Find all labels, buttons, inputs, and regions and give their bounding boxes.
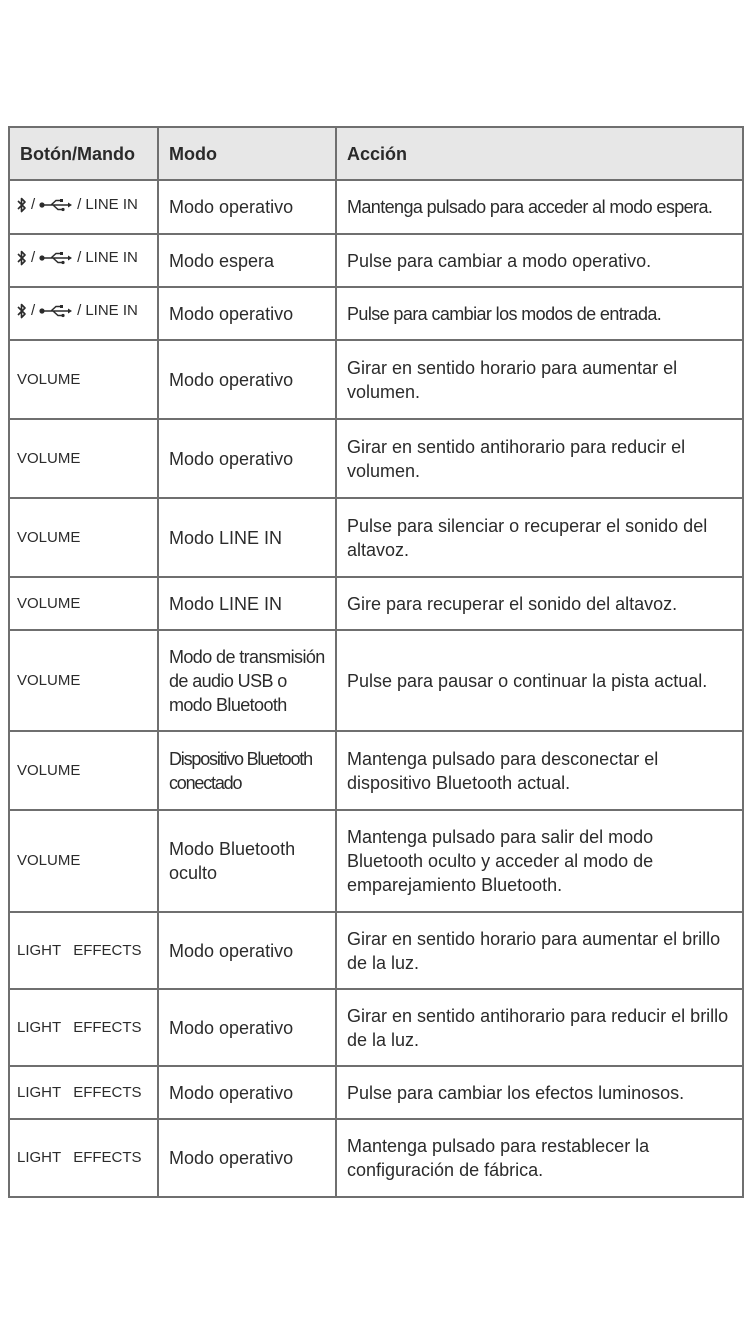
table-row <box>9 810 743 912</box>
controls-table <box>8 126 744 1198</box>
mode-cell: Modo operativo <box>158 912 336 989</box>
mode-cell: Modo operativo <box>158 989 336 1066</box>
mode-cell: Modo operativo <box>158 419 336 498</box>
control-label-light: LIGHT <box>17 941 62 959</box>
controls-table-container <box>8 126 742 1198</box>
mode-cell: Modo operativo <box>158 287 336 340</box>
control-label-light: LIGHT <box>17 1083 62 1101</box>
table-row <box>9 731 743 810</box>
separator: / <box>77 249 82 266</box>
header-action: Acción <box>336 127 743 180</box>
action-cell: Pulse para cambiar los efectos luminosos. <box>336 1066 743 1119</box>
mode-cell: Modo LINE IN <box>158 498 336 577</box>
control-cell: VOLUME <box>9 419 158 498</box>
control-label-effects: EFFECTS <box>73 1149 142 1166</box>
mode-cell: Modo operativo <box>158 340 336 419</box>
control-label: LINE IN <box>85 302 138 319</box>
action-cell: Girar en sentido antihorario para reducir el brillo de la luz. <box>336 989 743 1066</box>
mode-cell: Modo operativo <box>158 1119 336 1197</box>
bluetooth-icon <box>17 302 27 320</box>
control-label: LINE IN <box>85 195 138 213</box>
action-cell: Pulse para cambiar a modo operativo. <box>336 234 743 287</box>
action-cell: Girar en sentido antihorario para reducir el volumen. <box>336 419 743 498</box>
control-cell: VOLUME <box>9 498 158 577</box>
table-row <box>9 419 743 498</box>
action-cell: Girar en sentido horario para aumentar el volumen. <box>336 340 743 419</box>
control-label-light: LIGHT <box>17 1018 62 1036</box>
table-row <box>9 577 743 630</box>
mode-cell: Modo LINE IN <box>158 577 336 630</box>
header-control: Botón/Mando <box>9 127 158 180</box>
mode-cell: Modo Bluetooth oculto <box>158 810 336 912</box>
action-cell: Mantenga pulsado para desconectar el dispositivo Bluetooth actual. <box>336 731 743 810</box>
usb-icon <box>39 251 73 265</box>
table-row <box>9 234 743 287</box>
bluetooth-icon <box>17 249 27 267</box>
separator: / <box>77 195 82 213</box>
control-cell: VOLUME <box>9 577 158 630</box>
separator: / <box>31 249 36 266</box>
control-cell <box>9 1119 158 1197</box>
table-row <box>9 498 743 577</box>
table-header-row <box>9 127 743 180</box>
control-cell: VOLUME <box>9 810 158 912</box>
control-cell <box>9 1066 158 1119</box>
mode-cell: Modo operativo <box>158 180 336 234</box>
action-cell: Pulse para cambiar los modos de entrada. <box>336 287 743 340</box>
table-row <box>9 630 743 731</box>
separator: / <box>31 302 36 319</box>
mode-cell: Modo de transmisión de audio USB o modo Bluetooth <box>158 630 336 731</box>
control-label-effects: EFFECTS <box>73 1018 142 1036</box>
control-cell <box>9 287 158 340</box>
control-label-effects: EFFECTS <box>73 941 142 959</box>
control-label: LINE IN <box>85 249 138 266</box>
action-cell: Mantenga pulsado para acceder al modo espera. <box>336 180 743 234</box>
bluetooth-icon <box>17 196 27 214</box>
control-label-light: LIGHT <box>17 1149 62 1166</box>
control-cell: VOLUME <box>9 630 158 731</box>
table-row <box>9 180 743 234</box>
control-cell <box>9 180 158 234</box>
mode-cell: Dispositivo Bluetooth conectado <box>158 731 336 810</box>
table-row <box>9 912 743 989</box>
table-row <box>9 1066 743 1119</box>
action-cell: Girar en sentido horario para aumentar el brillo de la luz. <box>336 912 743 989</box>
action-cell: Mantenga pulsado para salir del modo Bluetooth oculto y acceder al modo de emparejamiento Bluetooth. <box>336 810 743 912</box>
header-mode: Modo <box>158 127 336 180</box>
usb-icon <box>39 198 73 212</box>
table-row <box>9 989 743 1066</box>
control-cell: VOLUME <box>9 731 158 810</box>
usb-icon <box>39 304 73 318</box>
table-row <box>9 340 743 419</box>
separator: / <box>77 302 82 319</box>
separator: / <box>31 195 36 213</box>
control-cell <box>9 912 158 989</box>
control-label-effects: EFFECTS <box>73 1083 142 1101</box>
mode-cell: Modo operativo <box>158 1066 336 1119</box>
control-cell: VOLUME <box>9 340 158 419</box>
action-cell: Pulse para pausar o continuar la pista actual. <box>336 630 743 731</box>
control-cell <box>9 234 158 287</box>
action-cell: Pulse para silenciar o recuperar el sonido del altavoz. <box>336 498 743 577</box>
mode-cell: Modo espera <box>158 234 336 287</box>
table-row <box>9 287 743 340</box>
table-row <box>9 1119 743 1197</box>
control-cell <box>9 989 158 1066</box>
action-cell: Mantenga pulsado para restablecer la configuración de fábrica. <box>336 1119 743 1197</box>
action-cell: Gire para recuperar el sonido del altavoz. <box>336 577 743 630</box>
